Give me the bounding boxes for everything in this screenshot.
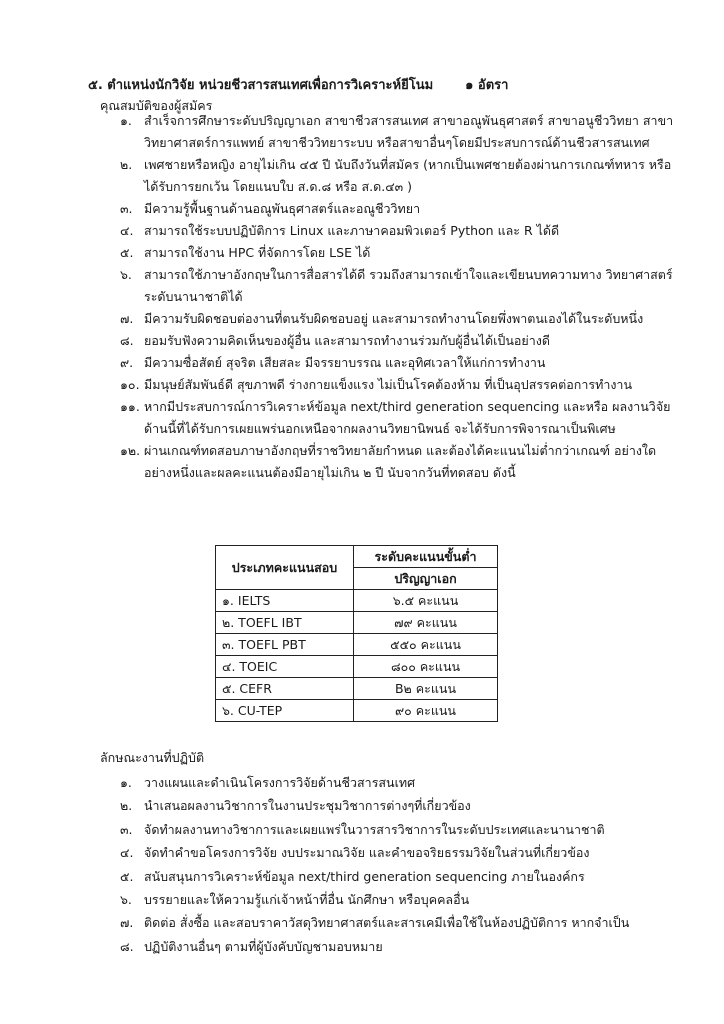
item-text: มีความรับผิดชอบต่องานที่ตนรับผิดชอบอยู่ และสามารถทำงานโดยพึ่งพาตนเองได้ในระดับหนึ่ง: [144, 311, 644, 326]
list-item: [120, 888, 680, 911]
item-text: สนับสนุนการวิเคราะห์ข้อมูล next/third generation sequencing ภายในองค์กร: [144, 868, 585, 884]
list-item: [120, 110, 680, 154]
test-name: ๒. TOEFL IBT: [216, 612, 354, 634]
item-text: จัดทำผลงานทางวิชาการและเผยแพร่ในวารสารวิชาการในระดับประเทศและนานาชาติ: [144, 821, 605, 837]
list-item: [120, 220, 680, 242]
item-text: หากมีประสบการณ์การวิเคราะห์ข้อมูล next/third generation sequencing และหรือ ผลงานวิจัยด้านนี้ที่ได้รับการเผยแพร่นอกเหนือจากผลงานวิทยานิพนธ์ จะได้รับการพิจารณาเป็นพิเศษ: [144, 399, 671, 436]
item-text: สามารถใช้ภาษาอังกฤษในการสื่อสารได้ดี รวมถึงสามารถเข้าใจและเขียนบทความทาง วิทยาศาสตร์ระดับนานาชาติได้: [144, 267, 673, 304]
test-score: ๘๐๐ คะแนน: [354, 656, 498, 678]
test-name: ๔. TOEIC: [216, 656, 354, 678]
item-text: มีความซื่อสัตย์ สุจริต เสียสละ มีจรรยาบรรณ และอุทิศเวลาให้แก่การทำงาน: [144, 355, 546, 370]
test-score: ๗๙ คะแนน: [354, 612, 498, 634]
table-row: [216, 678, 498, 700]
item-text: จัดทำคำขอโครงการวิจัย งบประมาณวิจัย และคำขอจริยธรรมวิจัยในส่วนที่เกี่ยวข้อง: [144, 845, 590, 861]
list-item: [120, 911, 680, 934]
item-text: ปฏิบัติงานอื่นๆ ตามที่ผู้บังคับบัญชามอบหมาย: [144, 938, 383, 954]
item-number: ๒.: [120, 157, 133, 172]
english-score-table: [215, 545, 498, 722]
item-number: ๖.: [120, 892, 132, 908]
item-text: เพศชายหรือหญิง อายุไม่เกิน ๔๕ ปี นับถึงวันที่สมัคร (หากเป็นเพศชายต้องผ่านการเกณฑ์ทหาร หรือได้รับการยกเว้น โดยแนบใบ ส.ด.๘ หรือ ส.ด.๔๓ ): [144, 157, 672, 194]
qualifications-label: คุณสมบัติของผู้สมัคร: [100, 98, 213, 113]
item-number: ๑๒.: [120, 443, 141, 458]
test-name: ๕. CEFR: [216, 678, 354, 700]
list-item: [120, 818, 680, 841]
item-number: ๘.: [120, 333, 134, 348]
item-number: ๑๐.: [120, 377, 140, 392]
list-item: [120, 308, 680, 330]
table-header-row: [216, 546, 498, 568]
list-item: [120, 330, 680, 352]
item-number: ๗.: [120, 915, 134, 931]
list-item: [120, 440, 680, 484]
test-score: ๙๐ คะแนน: [354, 700, 498, 722]
item-number: ๔.: [120, 223, 134, 238]
item-text: มีความรู้พื้นฐานด้านอณูพันธุศาสตร์และอณูชีววิทยา: [144, 201, 421, 216]
duties-label: ลักษณะงานที่ปฏิบัติ: [100, 750, 205, 765]
item-number: ๑.: [120, 775, 132, 790]
list-item: [120, 264, 680, 308]
list-item: [120, 841, 680, 864]
item-text: ผ่านเกณฑ์ทดสอบภาษาอังกฤษที่ราชวิทยาลัยกำหนด และต้องได้คะแนนไม่ต่ำกว่าเกณฑ์ อย่างใดอย่างหนึ่งและผลคะแนนต้องมีอายุไม่เกิน ๒ ปี นับจากวันที่ทดสอบ ดังนี้: [144, 443, 657, 480]
list-item: [120, 242, 680, 264]
column-subheader-doctorate: ปริญญาเอก: [354, 568, 498, 590]
item-number: ๒.: [120, 798, 133, 814]
item-text: มีมนุษย์สัมพันธ์ดี สุขภาพดี ร่างกายแข็งแรง ไม่เป็นโรคต้องห้าม ที่เป็นอุปสรรคต่อการทำงาน: [144, 377, 633, 392]
item-number: ๓.: [120, 201, 133, 216]
test-score: ๕๕๐ คะแนน: [354, 634, 498, 656]
item-number: ๔.: [120, 845, 134, 861]
item-text: สามารถใช้ระบบปฏิบัติการ Linux และภาษาคอมพิวเตอร์ Python และ R ได้ดี: [144, 223, 560, 238]
item-number: ๖.: [120, 267, 132, 282]
item-number: ๗.: [120, 311, 134, 326]
item-number: ๘.: [120, 938, 134, 954]
list-item: [120, 352, 680, 374]
item-number: ๙.: [120, 355, 134, 370]
test-name: ๓. TOEFL PBT: [216, 634, 354, 656]
table-row: [216, 590, 498, 612]
list-item: [120, 935, 680, 958]
item-number: ๑.: [120, 113, 132, 128]
table-row: [216, 700, 498, 722]
list-item: [120, 154, 680, 198]
item-number: ๓.: [120, 821, 133, 837]
table-row: [216, 656, 498, 678]
item-number: ๕.: [120, 245, 134, 260]
column-header-min-score: ระดับคะแนนขั้นต่ำ: [354, 546, 498, 568]
item-text: วางแผนและดำเนินโครงการวิจัยด้านชีวสารสนเทศ: [144, 775, 416, 790]
list-item: [120, 374, 680, 396]
list-item: [120, 865, 680, 888]
position-heading: [88, 74, 508, 95]
qualifications-list: [120, 110, 680, 484]
position-title: ๕. ตำแหน่งนักวิจัย หน่วยชีวสารสนเทศเพื่อการวิเคราะห์ยีโนม: [88, 78, 434, 93]
item-number: ๕.: [120, 868, 134, 884]
item-number: ๑๑.: [120, 399, 140, 414]
test-name: ๖. CU-TEP: [216, 700, 354, 722]
table-row: [216, 612, 498, 634]
duties-list: [120, 771, 680, 958]
item-text: บรรยายและให้ความรู้แก่เจ้าหน้าที่อื่น นักศึกษา หรือบุคคลอื่น: [144, 892, 470, 908]
item-text: ติดต่อ สั่งซื้อ และสอบราคาวัสดุวิทยาศาสตร์และสารเคมีเพื่อใช้ในห้องปฏิบัติการ หากจำเป็น: [144, 915, 630, 931]
list-item: [120, 794, 680, 817]
item-text: ยอมรับฟังความคิดเห็นของผู้อื่น และสามารถทำงานร่วมกับผู้อื่นได้เป็นอย่างดี: [144, 333, 550, 348]
position-count: ๑ อัตรา: [465, 78, 509, 93]
item-text: นำเสนอผลงานวิชาการในงานประชุมวิชาการต่างๆที่เกี่ยวข้อง: [144, 798, 471, 814]
table-row: [216, 634, 498, 656]
list-item: [120, 396, 680, 440]
list-item: [120, 198, 680, 220]
item-text: สามารถใช้งาน HPC ที่จัดการโดย LSE ได้: [144, 245, 371, 260]
item-text: สำเร็จการศึกษาระดับปริญญาเอก สาขาชีวสารสนเทศ สาขาอณูพันธุศาสตร์ สาขาอนูชีววิทยา สาขาวิทยาศาสตร์การแพทย์ สาขาชีววิทยาระบบ หรือสาขาอื่นๆโดยมีประสบการณ์ด้านชีวสารสนเทศ: [144, 113, 674, 150]
test-name: ๑. IELTS: [216, 590, 354, 612]
list-item: [120, 771, 680, 794]
test-score: B๒ คะแนน: [354, 678, 498, 700]
column-header-test-type: ประเภทคะแนนสอบ: [216, 546, 354, 590]
test-score: ๖.๕ คะแนน: [354, 590, 498, 612]
